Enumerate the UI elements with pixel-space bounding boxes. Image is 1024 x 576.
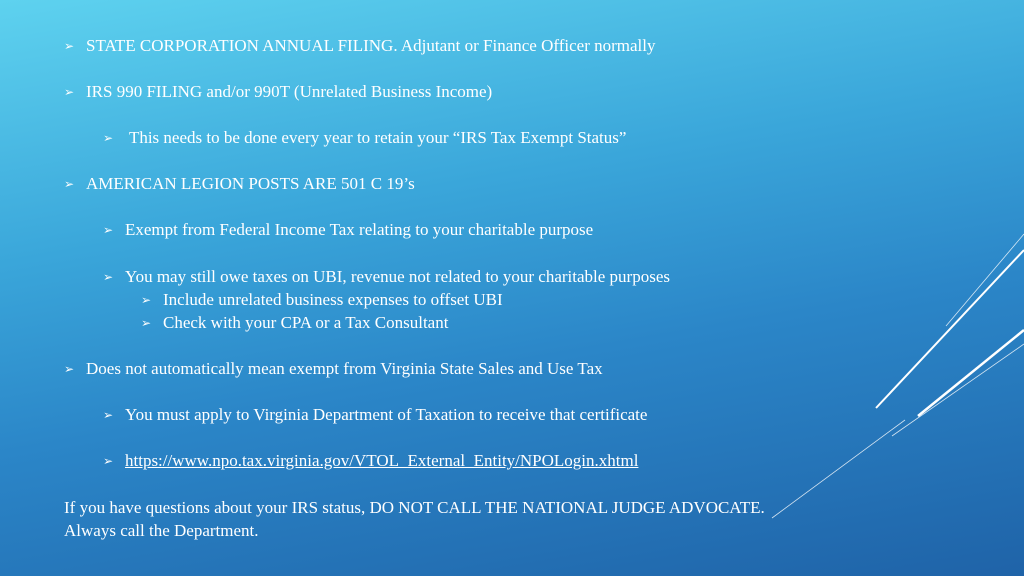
npo-login-link[interactable]: https://www.npo.tax.virginia.gov/VTOL_External_Entity/NPOLogin.xhtml <box>125 451 639 470</box>
arrow-bullet-icon: ➢ <box>103 270 114 284</box>
deco-line-3 <box>946 234 1024 326</box>
bullet-text: This needs to be done every year to retain your “IRS Tax Exempt Status” <box>125 128 627 147</box>
sub-bullet-item-1 <box>103 128 626 148</box>
deco-line-1 <box>876 250 1024 408</box>
sub-bullet-item-5 <box>103 451 638 471</box>
bullet-text: You must apply to Virginia Department of Taxation to receive that certificate <box>125 405 648 424</box>
bullet-item-1 <box>64 36 656 56</box>
bullet-text: Check with your CPA or a Tax Consultant <box>163 313 449 332</box>
arrow-bullet-icon: ➢ <box>64 85 75 99</box>
bullet-text: You may still owe taxes on UBI, revenue not related to your charitable purposes <box>125 267 670 286</box>
sub-bullet-item-2 <box>103 220 593 240</box>
bullet-text: Does not automatically mean exempt from Virginia State Sales and Use Tax <box>86 359 603 378</box>
arrow-bullet-icon: ➢ <box>141 293 152 307</box>
footer-note <box>64 496 964 542</box>
bullet-text: Include unrelated business expenses to offset UBI <box>163 290 503 309</box>
deco-line-2 <box>918 330 1024 416</box>
arrow-bullet-icon: ➢ <box>64 362 75 376</box>
arrow-bullet-icon: ➢ <box>103 131 114 145</box>
sub-sub-bullet-item-1 <box>141 290 503 310</box>
bullet-item-4 <box>64 359 603 379</box>
arrow-bullet-icon: ➢ <box>103 454 114 468</box>
arrow-bullet-icon: ➢ <box>141 316 152 330</box>
footer-line-1: If you have questions about your IRS status, DO NOT CALL THE NATIONAL JUDGE ADVOCATE. <box>64 498 765 517</box>
arrow-bullet-icon: ➢ <box>103 408 114 422</box>
sub-sub-bullet-item-2 <box>141 313 448 333</box>
arrow-bullet-icon: ➢ <box>64 177 75 191</box>
bullet-text: IRS 990 FILING and/or 990T (Unrelated Business Income) <box>86 82 493 101</box>
bullet-text: STATE CORPORATION ANNUAL FILING. Adjutant or Finance Officer normally <box>86 36 656 55</box>
bullet-text: Exempt from Federal Income Tax relating to your charitable purpose <box>125 220 594 239</box>
sub-bullet-item-4 <box>103 405 647 425</box>
bullet-item-3 <box>64 174 415 194</box>
sub-bullet-item-3 <box>103 267 670 287</box>
arrow-bullet-icon: ➢ <box>64 39 75 53</box>
arrow-bullet-icon: ➢ <box>103 223 114 237</box>
bullet-item-2 <box>64 82 492 102</box>
bullet-text: AMERICAN LEGION POSTS ARE 501 C 19’s <box>86 174 415 193</box>
footer-line-2: Always call the Department. <box>64 521 259 540</box>
deco-line-4 <box>892 344 1024 436</box>
